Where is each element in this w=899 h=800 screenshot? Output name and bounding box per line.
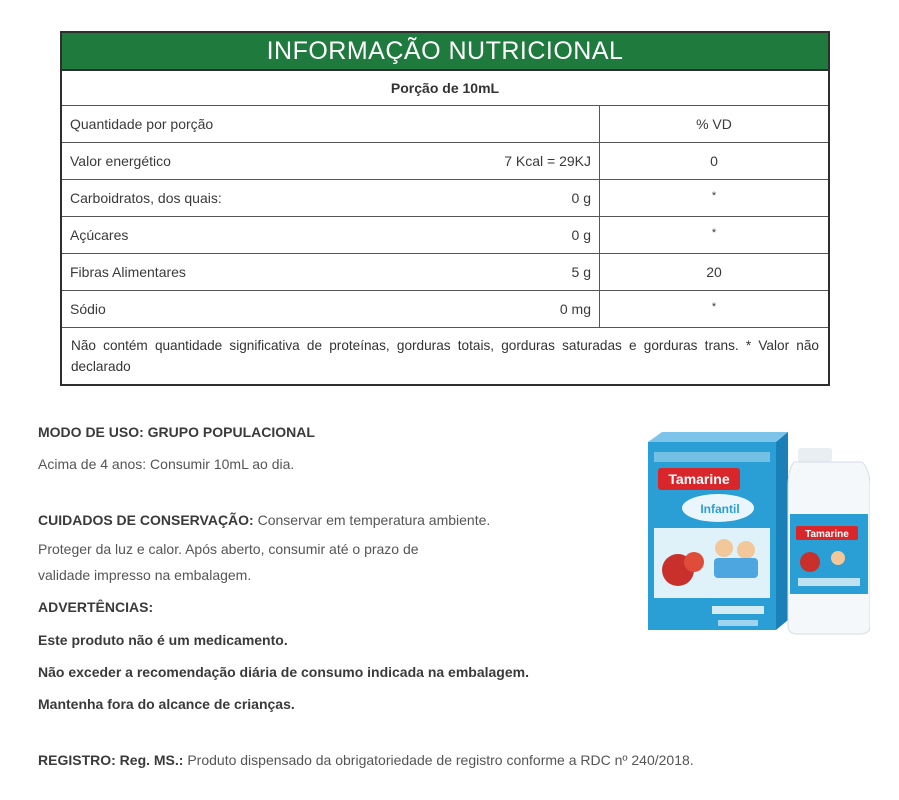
box-brand: Tamarine: [668, 471, 730, 487]
box-top: [648, 432, 788, 442]
bottle-brand: Tamarine: [805, 529, 849, 540]
nutrient-amount: 0 mg: [559, 301, 591, 317]
box-label: [718, 620, 758, 626]
table-header-row: [62, 106, 828, 143]
table-row: [62, 217, 828, 254]
header-quantity: Quantidade por porção: [70, 116, 214, 132]
product-image: [648, 430, 870, 638]
registro-heading: REGISTRO: Reg. MS.:: [38, 752, 184, 768]
nutrient-vd: 20: [706, 264, 722, 280]
nutrient-vd: *: [711, 301, 717, 313]
fruit-icon: [684, 552, 704, 572]
box-label: [712, 606, 764, 614]
advertencia-item: Não exceder a recomendação diária de consumo indicada na embalagem.: [38, 664, 529, 680]
nutrient-name: Fibras Alimentares: [70, 264, 186, 280]
nutrient-amount: 0 g: [571, 190, 591, 206]
conservacao-line2: Proteger da luz e calor. Após aberto, consumir até o prazo de: [38, 541, 419, 557]
nutrient-amount: 7 Kcal = 29KJ: [504, 153, 591, 169]
bottle-cap: [798, 448, 832, 462]
nutrient-vd: 0: [710, 153, 718, 169]
fruit-icon: [800, 552, 820, 572]
nutrient-amount: 5 g: [571, 264, 591, 280]
nutrient-name: Sódio: [70, 301, 106, 317]
bottle-label-strip: [798, 578, 860, 586]
nutrient-vd: *: [711, 190, 717, 202]
conservacao-heading: CUIDADOS DE CONSERVAÇÃO:: [38, 512, 254, 528]
table-row: [62, 291, 828, 328]
nutrient-name: Valor energético: [70, 153, 171, 169]
conservacao-line3: validade impresso na embalagem.: [38, 567, 252, 583]
kid-icon: [737, 541, 755, 559]
box-strip: [654, 452, 770, 462]
modo-uso-heading: MODO DE USO: GRUPO POPULACIONAL: [38, 424, 315, 440]
registro-text: Produto dispensado da obrigatoriedade de registro conforme a RDC nº 240/2018.: [183, 752, 694, 768]
table-row: [62, 180, 828, 217]
registro-line: [38, 752, 694, 768]
table-row: [62, 143, 828, 180]
header-vd: % VD: [696, 116, 732, 132]
nutrient-name: Carboidratos, dos quais:: [70, 190, 222, 206]
advertencia-item: Mantenha fora do alcance de crianças.: [38, 696, 295, 712]
box-side: [776, 432, 788, 630]
nutrition-table: [60, 31, 830, 386]
product-illustration: [648, 430, 870, 638]
table-title: INFORMAÇÃO NUTRICIONAL: [62, 33, 828, 71]
kid-icon: [831, 551, 845, 565]
kids-body: [714, 558, 758, 578]
advertencia-item: Este produto não é um medicamento.: [38, 632, 288, 648]
table-footnote: Não contém quantidade significativa de proteínas, gorduras totais, gorduras saturadas e gorduras trans. * Valor não declarado: [71, 338, 819, 374]
nutrient-amount: 0 g: [571, 227, 591, 243]
conservacao-text: Conservar em temperatura ambiente.: [253, 512, 491, 528]
modo-uso-text: Acima de 4 anos: Consumir 10mL ao dia.: [38, 456, 295, 472]
portion-size: Porção de 10mL: [62, 71, 828, 106]
table-row: [62, 254, 828, 291]
kid-icon: [715, 539, 733, 557]
nutrient-name: Açúcares: [70, 227, 129, 243]
box-sub: Infantil: [700, 502, 740, 516]
advertencias-heading: ADVERTÊNCIAS:: [38, 599, 154, 615]
nutrient-vd: *: [711, 227, 717, 239]
conservacao-line1: [38, 512, 490, 528]
